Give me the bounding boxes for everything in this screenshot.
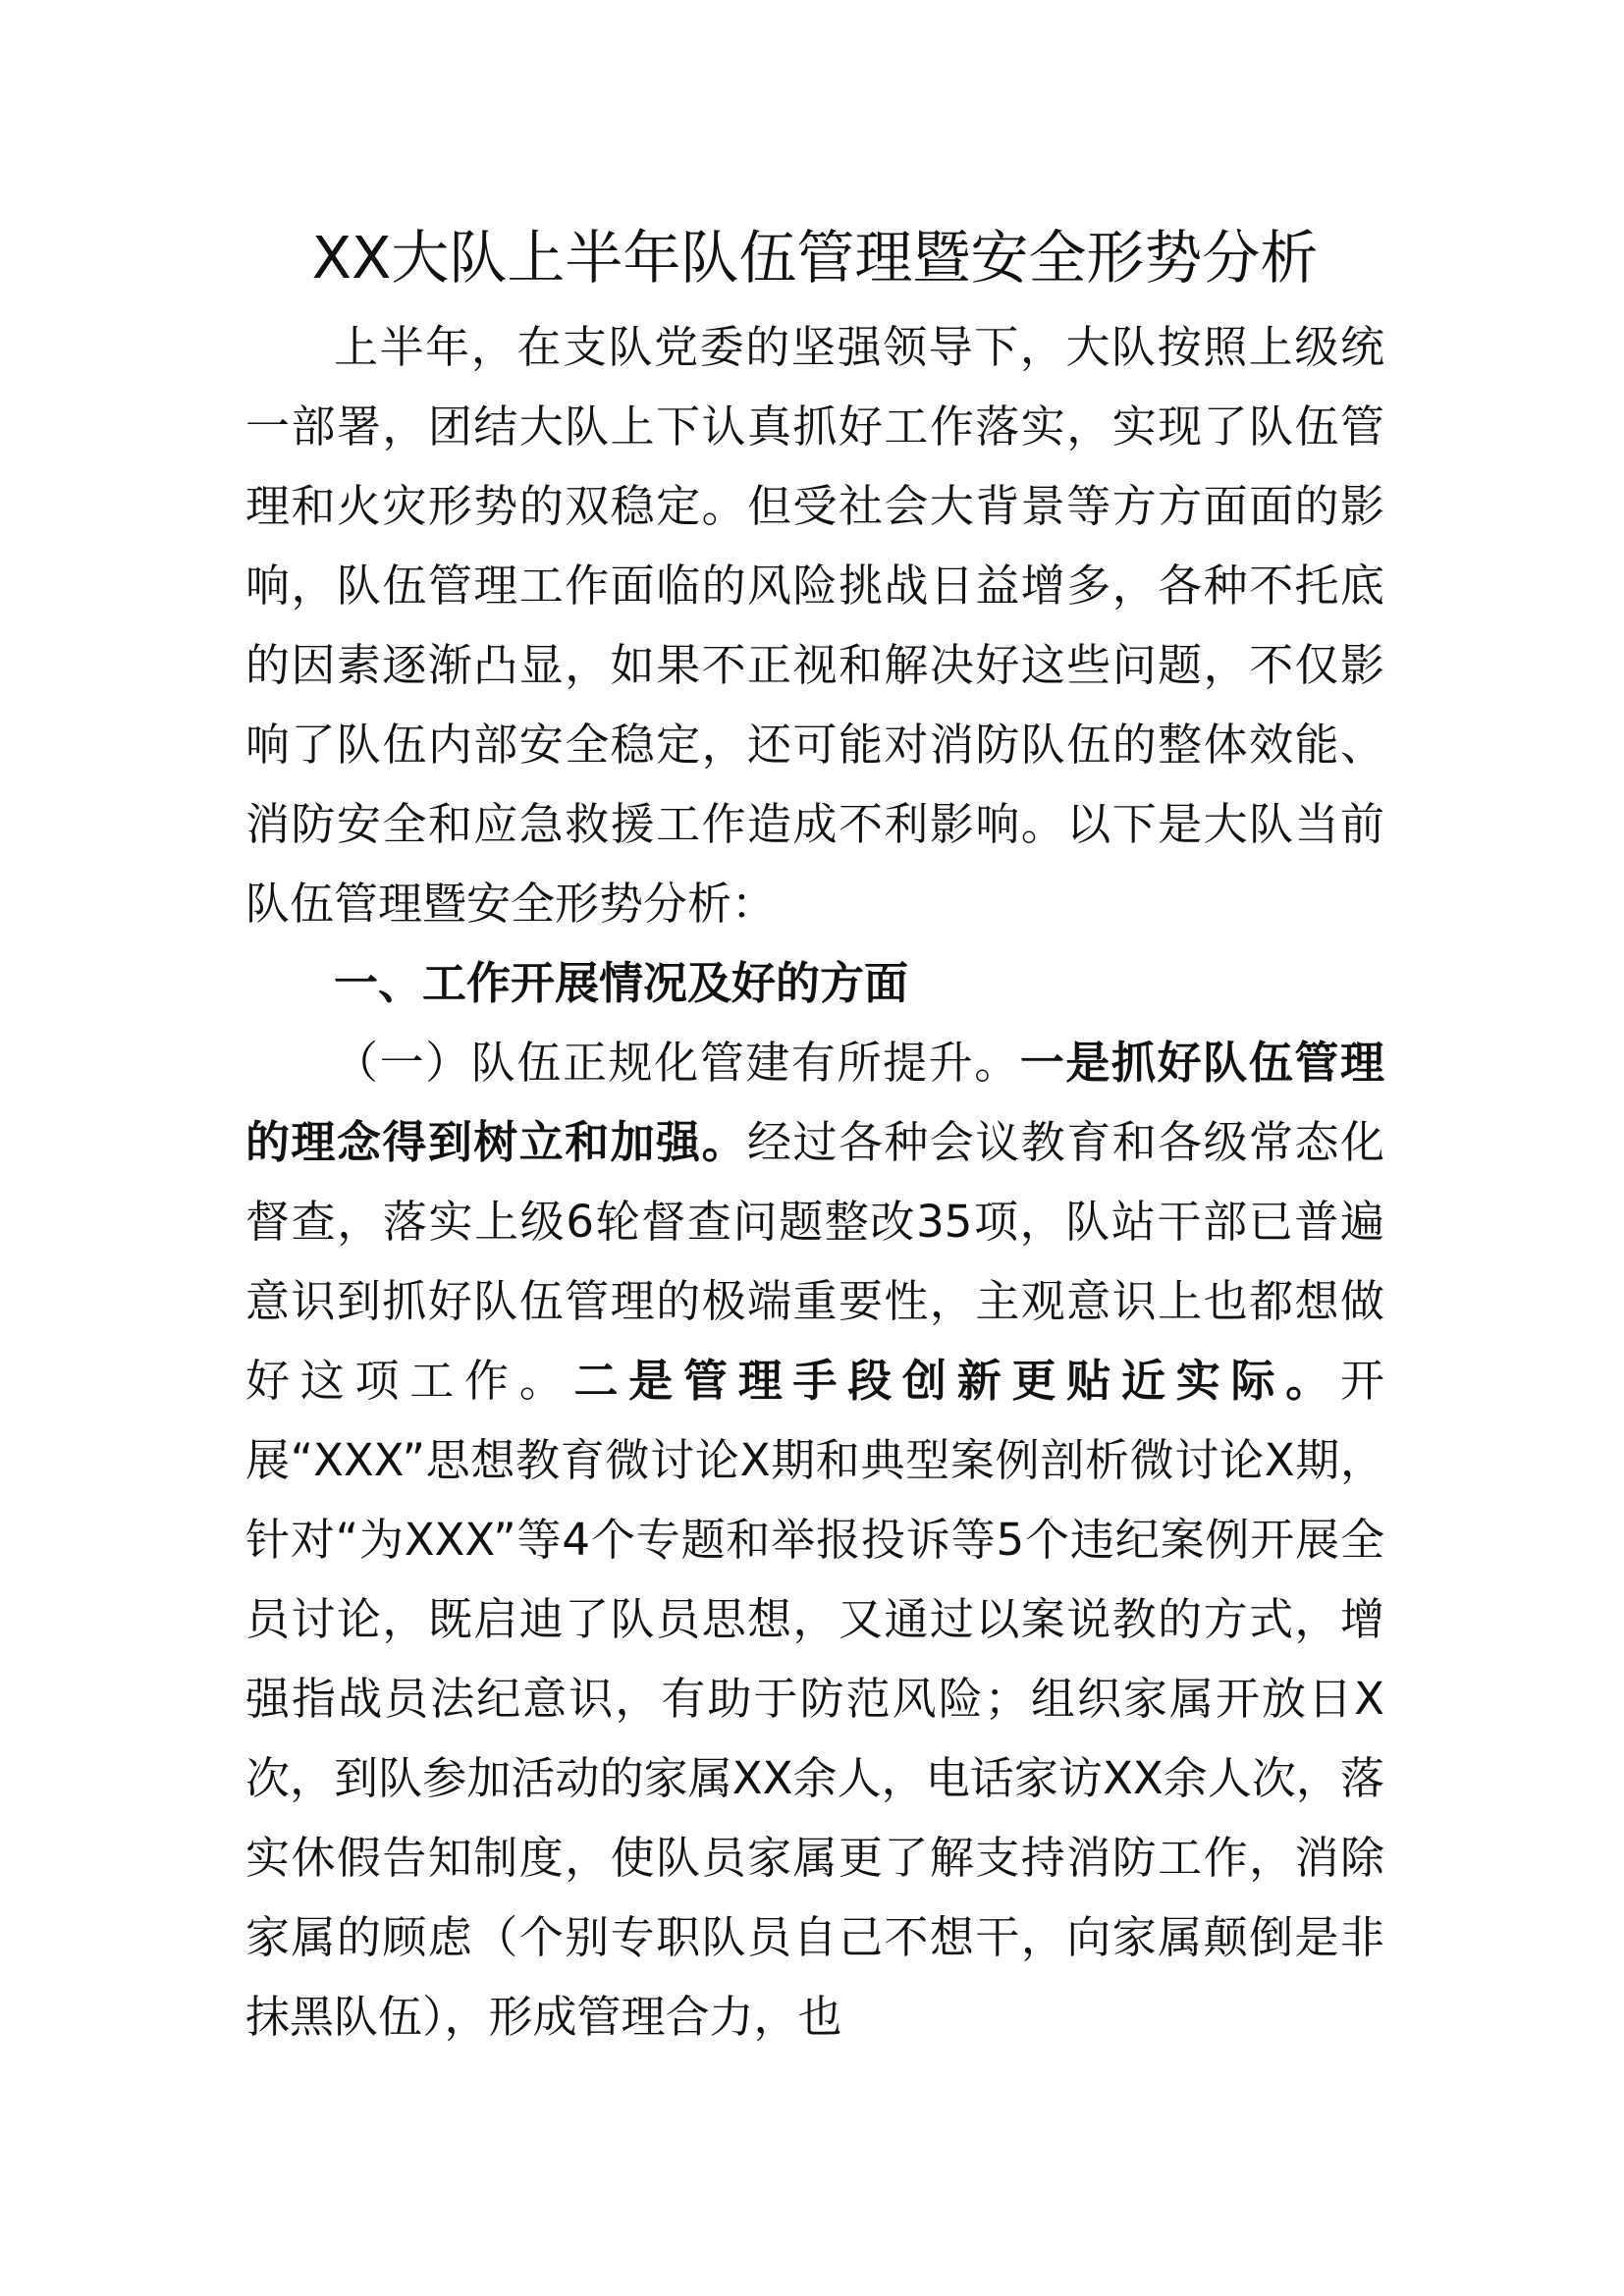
point-2-heading: 二是管理手段创新更贴近实际。 (573, 1355, 1340, 1407)
intro-paragraph: 上半年，在支队党委的坚强领导下，大队按照上级统一部署，团结大队上下认真抓好工作落实，实现了队伍管理和火灾形势的双稳定。但受社会大背景等方方面面的影响，队伍管理工作面临的风险挑战日益增多，各种不托底的因素逐渐凸显，如果不正视和解决好这些问题，不仅影响了队伍内部安全稳定，还可能对消防队伍的整体效能、消防安全和应急救援工作造成不利影响。以下是大队当前队伍管理暨安全形势分析： (245, 321, 1384, 930)
subsection-paragraph-1 (245, 1023, 1384, 2056)
document-body (245, 307, 1384, 2056)
point-2-text: 开展“XXX”思想教育微讨论X期和典型案例剖析微讨论X期，针对“为XXX”等4个专题和举报投诉等5个违纪案例开展全员讨论，既启迪了队员思想，又通过以案说教的方式，增强指战员法纪意识，有助于防范风险；组织家属开放日X次，到队参加活动的家属XX余人，电话家访XX余人次，落实休假告知制度，使队员家属更了解支持消防工作，消除家属的顾虑（个别专职队员自己不想干，向家属颠倒是非抹黑队伍），形成管理合力，也 (245, 1355, 1384, 2043)
point-1-text: 经过各种会议教育和各级常态化督查，落实上级6轮督查问题整改35项，队站干部已普遍意识到抓好队伍管理的极端重要性，主观意识上也都想做好这项工作。 (245, 1116, 1384, 1407)
point-1-heading: 一是抓好队伍管理的理念得到树立和加强。 (245, 1037, 1384, 1168)
subsection-title-1: （一）队伍正规化管建有所提升。 (334, 1037, 1020, 1089)
section-heading-1: 一、工作开展情况及好的方面 (334, 957, 909, 1009)
document-title: XX大队上半年队伍管理暨安全形势分析 (311, 224, 1319, 292)
